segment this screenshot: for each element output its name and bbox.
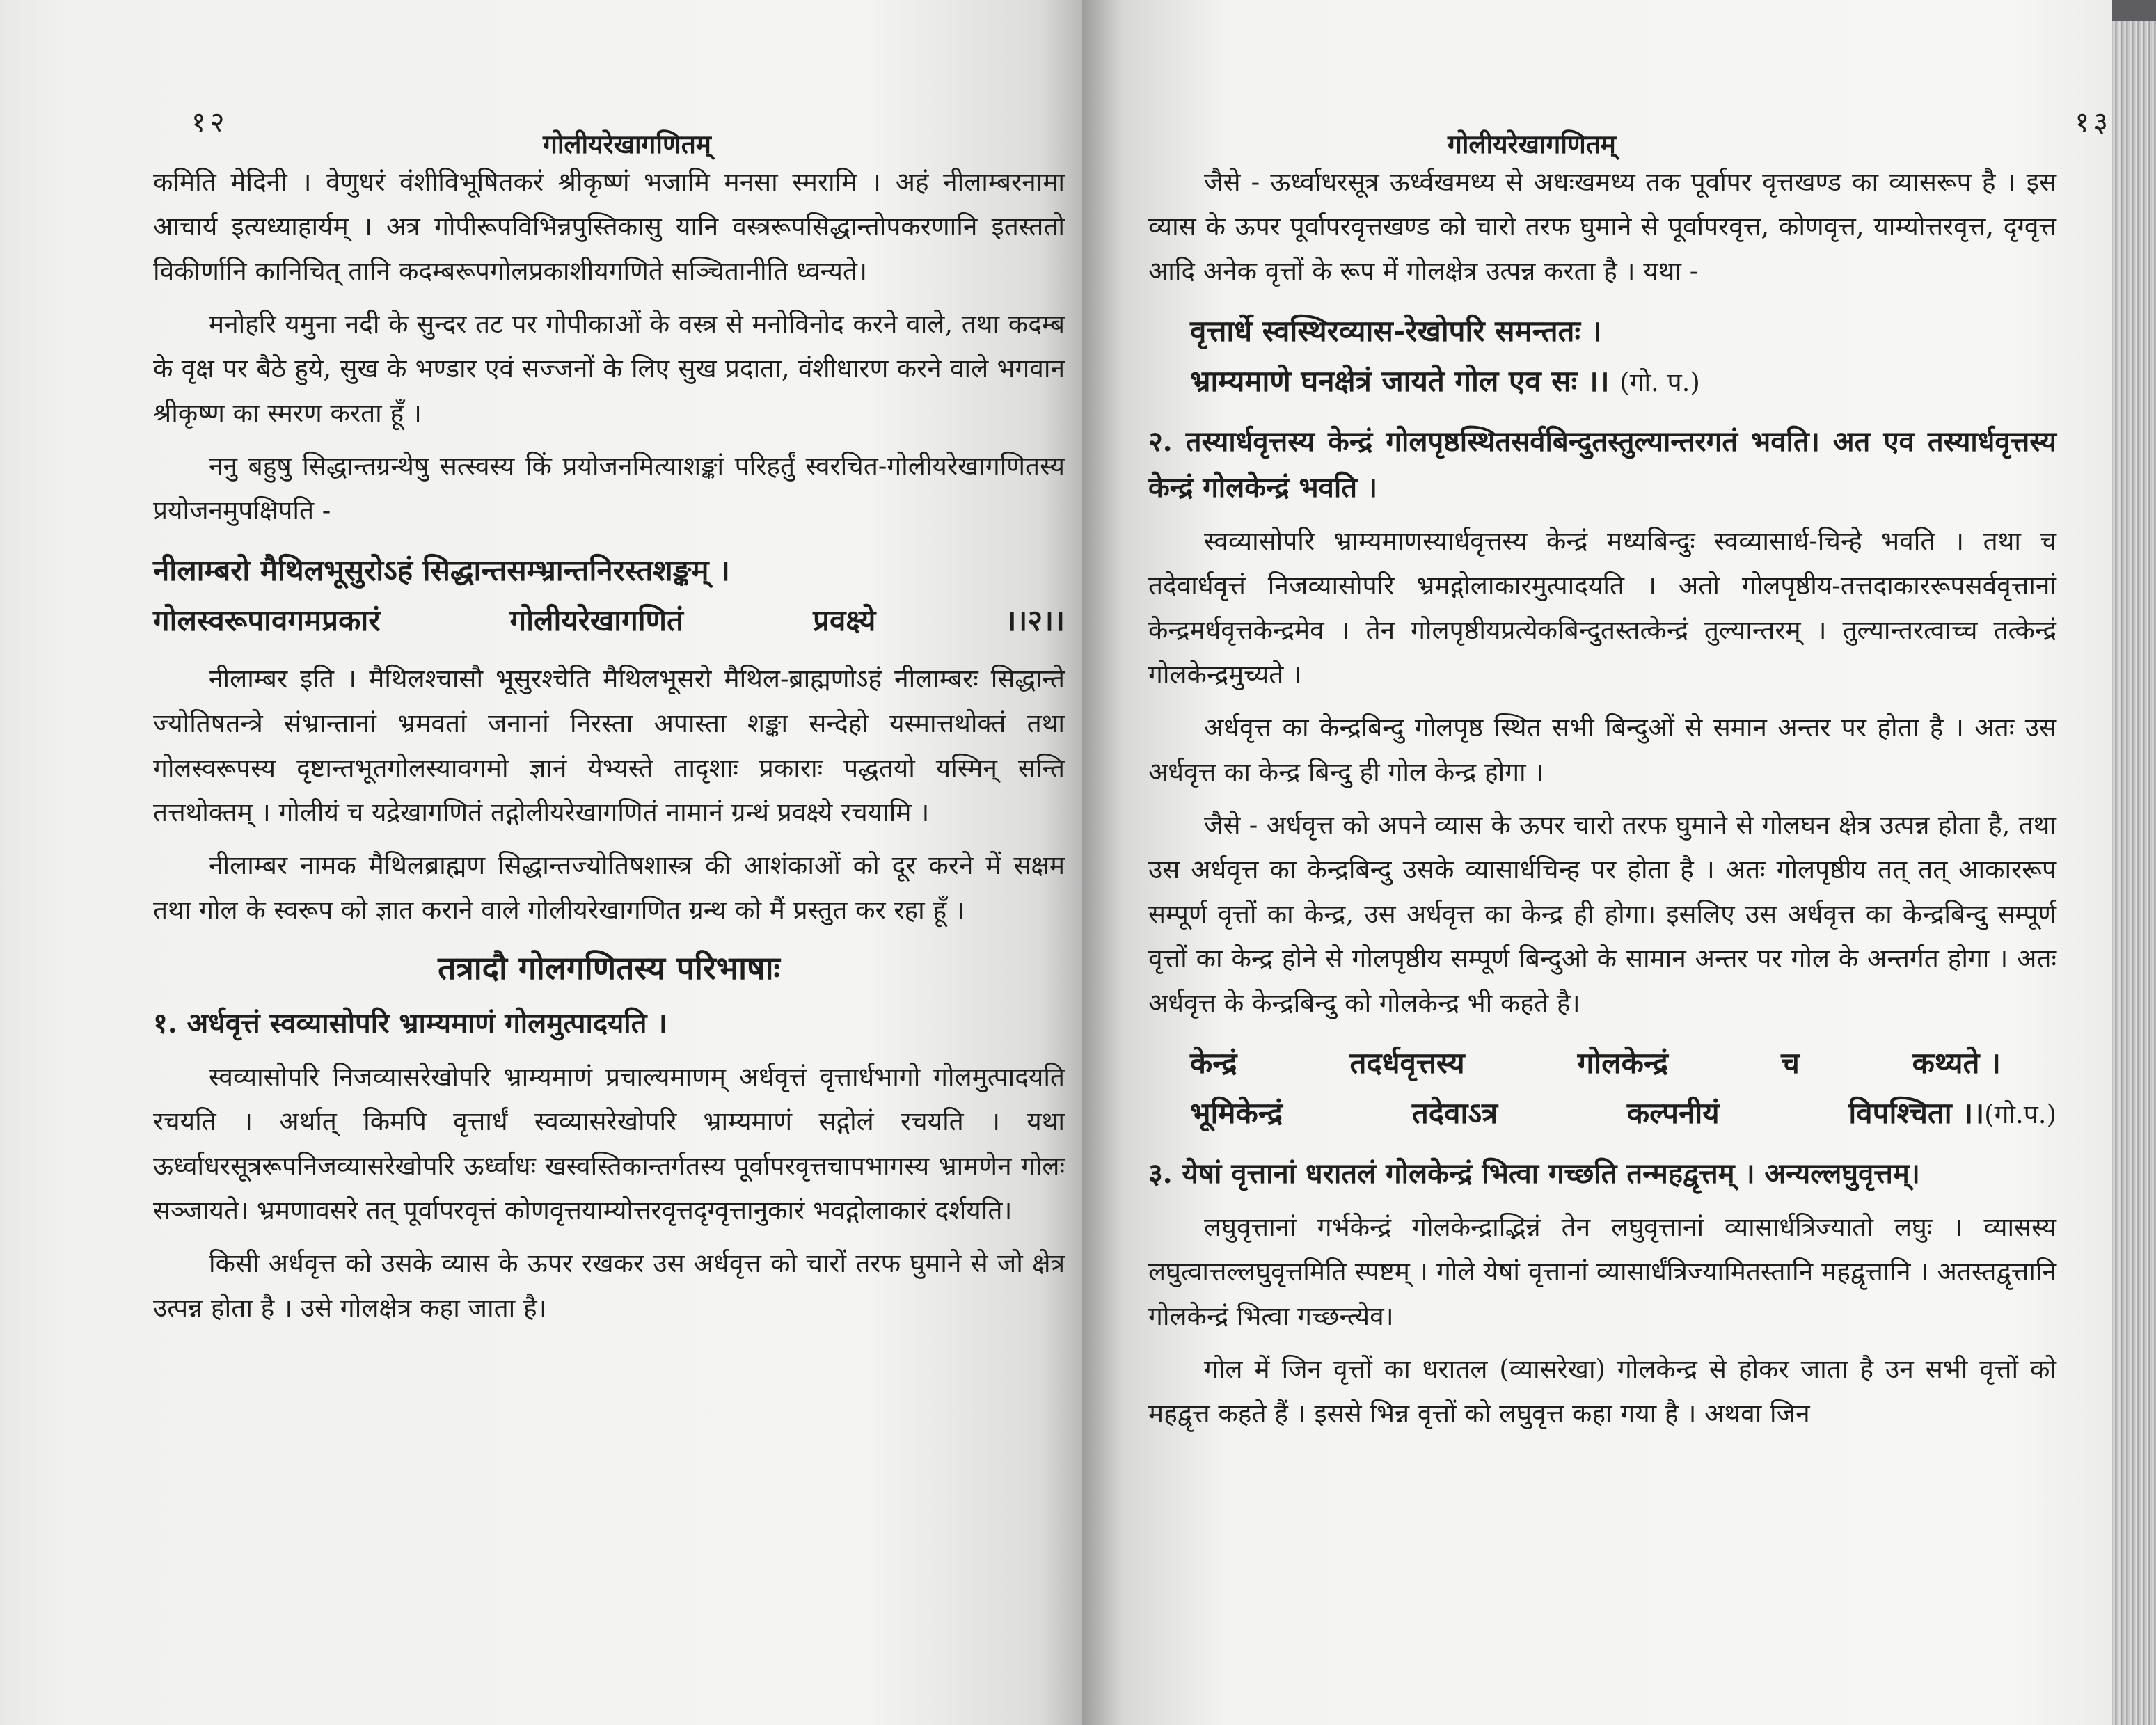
left-paragraph-5: नीलाम्बर नामक मैथिलब्राह्मण सिद्धान्तज्योतिषशास्त्र की आशंकाओं को दूर करने में सक्षम तथा गोल के स्वरूप को ज्ञात कराने वाले गोलीयरेखागणित ग्रन्थ को मैं प्रस्तुत कर रहा हूँ । (153, 850, 1065, 925)
page-stack-edge (2112, 21, 2156, 1725)
left-running-title: गोलीयरेखागणितम् (543, 129, 711, 159)
verse-word: भूमिकेन्द्रं (1190, 1096, 1283, 1130)
verse-word (1848, 1088, 2056, 1140)
right-verse-1-line-1: वृत्तार्धे स्वस्थिरव्यास-रेखोपरि समन्ततः । (1190, 314, 1602, 348)
right-page-number: १३ (2075, 106, 2112, 138)
left-paragraph-1: कमिति मेदिनी । वेणुधरं वंशीविभूषितकरं श्रीकृष्णं भजामि मनसा स्मरामि । अहं नीलाम्बरनामा आचार्य इत्यध्याहार्यम् । अत्र गोपीरूपविभिन्नपुस्तिकासु यानि वस्त्ररूपसिद्धान्तोपकरणानि इतस्ततो विकीर्णानि कानिचित् तानि कदम्बरूपगोलप्रकाशीयगणिते सञ्चितानीति ध्वन्यते। (153, 167, 1065, 286)
verse-word: तदेवाऽत्र (1411, 1096, 1498, 1130)
verse-word: केन्द्रं (1190, 1046, 1237, 1080)
verse-word: गोलस्वरूपावगमप्रकारं (153, 603, 381, 637)
verse-reference: (गो. प.) (1619, 367, 1700, 397)
right-running-title: गोलीयरेखागणितम् (1448, 129, 1616, 159)
right-paragraph-4: जैसे - अर्धवृत्त को अपने व्यास के ऊपर चारो तरफ घुमाने से गोलघन क्षेत्र उत्पन्न होता है, तथा उस अर्धवृत्त का केन्द्रबिन्दु उसके व्यासार्धचिन्ह पर होता है । अतः गोलपृष्ठीय तत् तत् आकाररूप सम्पूर्ण वृत्तों का केन्द्र, उस अर्धवृत्त का केन्द्र ही होगा। इसलिए उस अर्धवृत्त का केन्द्रबिन्दु सम्पूर्ण वृत्तों का केन्द्र होने से गोलपृष्ठीय सम्पूर्ण बिन्दुओ के सामान अन्तर पर गोल के अन्तर्गत होगा । अतः अर्धवृत्त के केन्द्रबिन्दु को गोलकेन्द्र भी कहते है। (1148, 810, 2056, 1018)
verse-word: कथ्यते । (1912, 1046, 2001, 1080)
right-paragraph-5: लघुवृत्तानां गर्भकेन्द्रं गोलकेन्द्राद्भिन्नं तेन लघुवृत्तानां व्यासार्धत्रिज्यातो लघुः । व्यासस्य लघुत्वात्तल्लघुवृत्तमिति स्पष्टम् । गोले येषां वृत्तानां व्यासार्धंत्रिज्यामितस्तानि महद्वृत्तानि । अतस्तद्वृत्तानि गोलकेन्द्रं भित्वा गच्छन्त्येव। (1148, 1212, 2056, 1331)
left-paragraph-2: मनोहरि यमुना नदी के सुन्दर तट पर गोपीकाओं के वस्त्र से मनोविनोद करने वाले, तथा कदम्ब के वृक्ष पर बैठे हुये, सुख के भण्डार एवं सज्जनों के लिए सुख प्रदाता, वंशीधारण करने वाले भगवान श्रीकृष्ण का स्मरण करता हूँ । (153, 309, 1065, 428)
left-verse-line-2 (153, 596, 1065, 646)
right-paragraph-2: स्वव्यासोपरि भ्राम्यमाणस्यार्धवृत्तस्य केन्द्रं मध्यबिन्दुः स्वव्यासार्ध-चिन्हे भवति । तथा च तदेवार्धवृत्तं निजव्यासोपरि भ्रमद्गोलाकारमुत्पादयति । अतो गोलपृष्ठीय-तत्तदाकाररूपसर्ववृत्तानां केन्द्रमर्धवृत्तकेन्द्रमेव । तेन गोलपृष्ठीयप्रत्येकबिन्दुतस्तत्केन्द्रं तुल्यान्तरम् । तुल्यान्तरत्वाच्च तत्केन्द्रं गोलकेन्द्रमुच्यते । (1148, 526, 2056, 690)
right-verse-2-line-2 (1190, 1088, 2056, 1140)
left-page-number: १२ (191, 106, 229, 138)
definition-1: १. अर्धवृत्तं स्वव्यासोपरि भ्राम्यमाणं गोलमुत्पादयति । (153, 1007, 667, 1040)
left-verse-line-1: नीलाम्बरो मैथिलभूसुरोऽहं सिद्धान्तसम्भ्रान्तनिरस्तशङ्कम् । (153, 553, 730, 587)
left-paragraph-6: स्वव्यासोपरि निजव्यासरेखोपरि भ्राम्यमाणं प्रचाल्यमाणम् अर्धवृत्तं वृत्तार्धभागो गोलमुत्पादयति रचयति । अर्थात् किमपि वृत्तार्धं स्वव्यासरेखोपरि भ्राम्यमाणं सद्गोलं रचयति । यथा ऊर्ध्वाधरसूत्ररूपनिजव्यासरेखोपरि ऊर्ध्वाधः खस्वस्तिकान्तर्गतस्य पूर्वापरवृत्तचापभागस्य भ्रामणेन गोलः सञ्जायते। भ्रमणावसरे तत् पूर्वापरवृत्तं कोणवृत्तयाम्योत्तरवृत्तदृग्वृत्तानुकारं भवद्गोलाकारं दर्शयति। (153, 1062, 1065, 1225)
verse-text: भ्राम्यमाणे घनक्षेत्रं जायते गोल एव सः ।। (1190, 364, 1610, 398)
left-verse (153, 546, 1065, 646)
verse-number: ।।२।। (1005, 603, 1065, 637)
definition-2: २. तस्यार्धवृत्तस्य केन्द्रं गोलपृष्ठस्थितसर्वबिन्दुतस्तुल्यान्तरगतं भवति। अत एव तस्यार्धवृत्तस्य केन्द्रं गोलकेन्द्रं भवति । (1148, 425, 2056, 504)
right-page-text (1148, 160, 2056, 1436)
left-page-header (153, 104, 1082, 159)
left-paragraph-7: किसी अर्धवृत्त को उसके व्यास के ऊपर रखकर उस अर्धवृत्त को चारों तरफ घुमाने से जो क्षेत्र उत्पन्न होता है । उसे गोलक्षेत्र कहा जाता है। (153, 1248, 1065, 1323)
right-page-header (1148, 104, 2112, 159)
left-paragraph-3: ननु बहुषु सिद्धान्तग्रन्थेषु सत्स्वस्य किं प्रयोजनमित्याशङ्कां परिहर्तुं स्वरचित-गोलीयरेखागणितस्य प्रयोजनमुपक्षिपति - (153, 451, 1065, 525)
verse-word: गोलीयरेखागणितं (509, 603, 683, 637)
right-paragraph-1: जैसे - ऊर्ध्वाधरसूत्र ऊर्ध्वखमध्य से अधःखमध्य तक पूर्वापर वृत्तखण्ड का व्यासरूप है । इस व्यास के ऊपर पूर्वापरवृत्तखण्ड को चारो तरफ घुमाने से पूर्वापरवृत्त, कोणवृत्त, याम्योत्तरवृत्त, दृग्वृत्त आदि अनेक वृत्तों के रूप में गोलक्षेत्र उत्पन्न करता है । यथा - (1148, 167, 2056, 286)
verse-word-text: विपश्चिता ।। (1848, 1096, 1985, 1130)
right-verse-1 (1148, 306, 2056, 408)
right-page (1082, 0, 2112, 1725)
verse-word: गोलकेन्द्रं (1577, 1046, 1669, 1080)
right-verse-2 (1148, 1038, 2056, 1140)
verse-reference: (गो.प.) (1984, 1099, 2056, 1129)
verse-word: तदर्धवृत्तस्य (1349, 1046, 1465, 1080)
section-title: तत्रादौ गोलगणितस्य परिभाषाः (438, 949, 780, 987)
right-verse-1-line-2 (1190, 356, 2056, 408)
verse-word: प्रवक्ष्ये (813, 603, 876, 637)
left-page-text (153, 160, 1065, 1330)
definition-3: ३. येषां वृत्तानां धरातलं गोलकेन्द्रं भित्वा गच्छति तन्महद्वृत्तम् । अन्यल्लघुवृत्तम्। (1148, 1157, 1920, 1190)
right-verse-2-line-1 (1190, 1038, 2056, 1088)
verse-word: च (1781, 1046, 1800, 1080)
right-paragraph-6: गोल में जिन वृत्तों का धरातल (व्यासरेखा) गोलकेन्द्र से होकर जाता है उन सभी वृत्तों को महद्वृत्त कहते हैं । इससे भिन्न वृत्तों को लघुवृत्त कहा गया है । अथवा जिन (1148, 1354, 2056, 1429)
right-paragraph-3: अर्धवृत्त का केन्द्रबिन्दु गोलपृष्ठ स्थित सभी बिन्दुओं से समान अन्तर पर होता है । अतः उस अर्धवृत्त का केन्द्र बिन्दु ही गोल केन्द्र होगा । (1148, 713, 2056, 787)
verse-word: कल्पनीयं (1626, 1096, 1720, 1130)
left-paragraph-4: नीलाम्बर इति । मैथिलश्चासौ भूसुरश्चेति मैथिलभूसरो मैथिल-ब्राह्मणोऽहं नीलाम्बरः सिद्धान्ते ज्योतिषतन्त्रे संभ्रान्तानां भ्रमवतां जनानां निरस्ता अपास्ता शङ्का सन्देहो यस्मात्तथोक्तं तथा गोलस्वरूपस्य दृष्टान्तभूतगोलस्यावगमो ज्ञानं येभ्यस्ते तादृशाः प्रकाराः पद्धतयो यस्मिन् सन्ति तत्तथोक्तम् । गोलीयं च यद्रेखागणितं तद्गोलीयरेखागणितं नामानं ग्रन्थं प्रवक्ष्ये रचयामि । (153, 664, 1065, 827)
